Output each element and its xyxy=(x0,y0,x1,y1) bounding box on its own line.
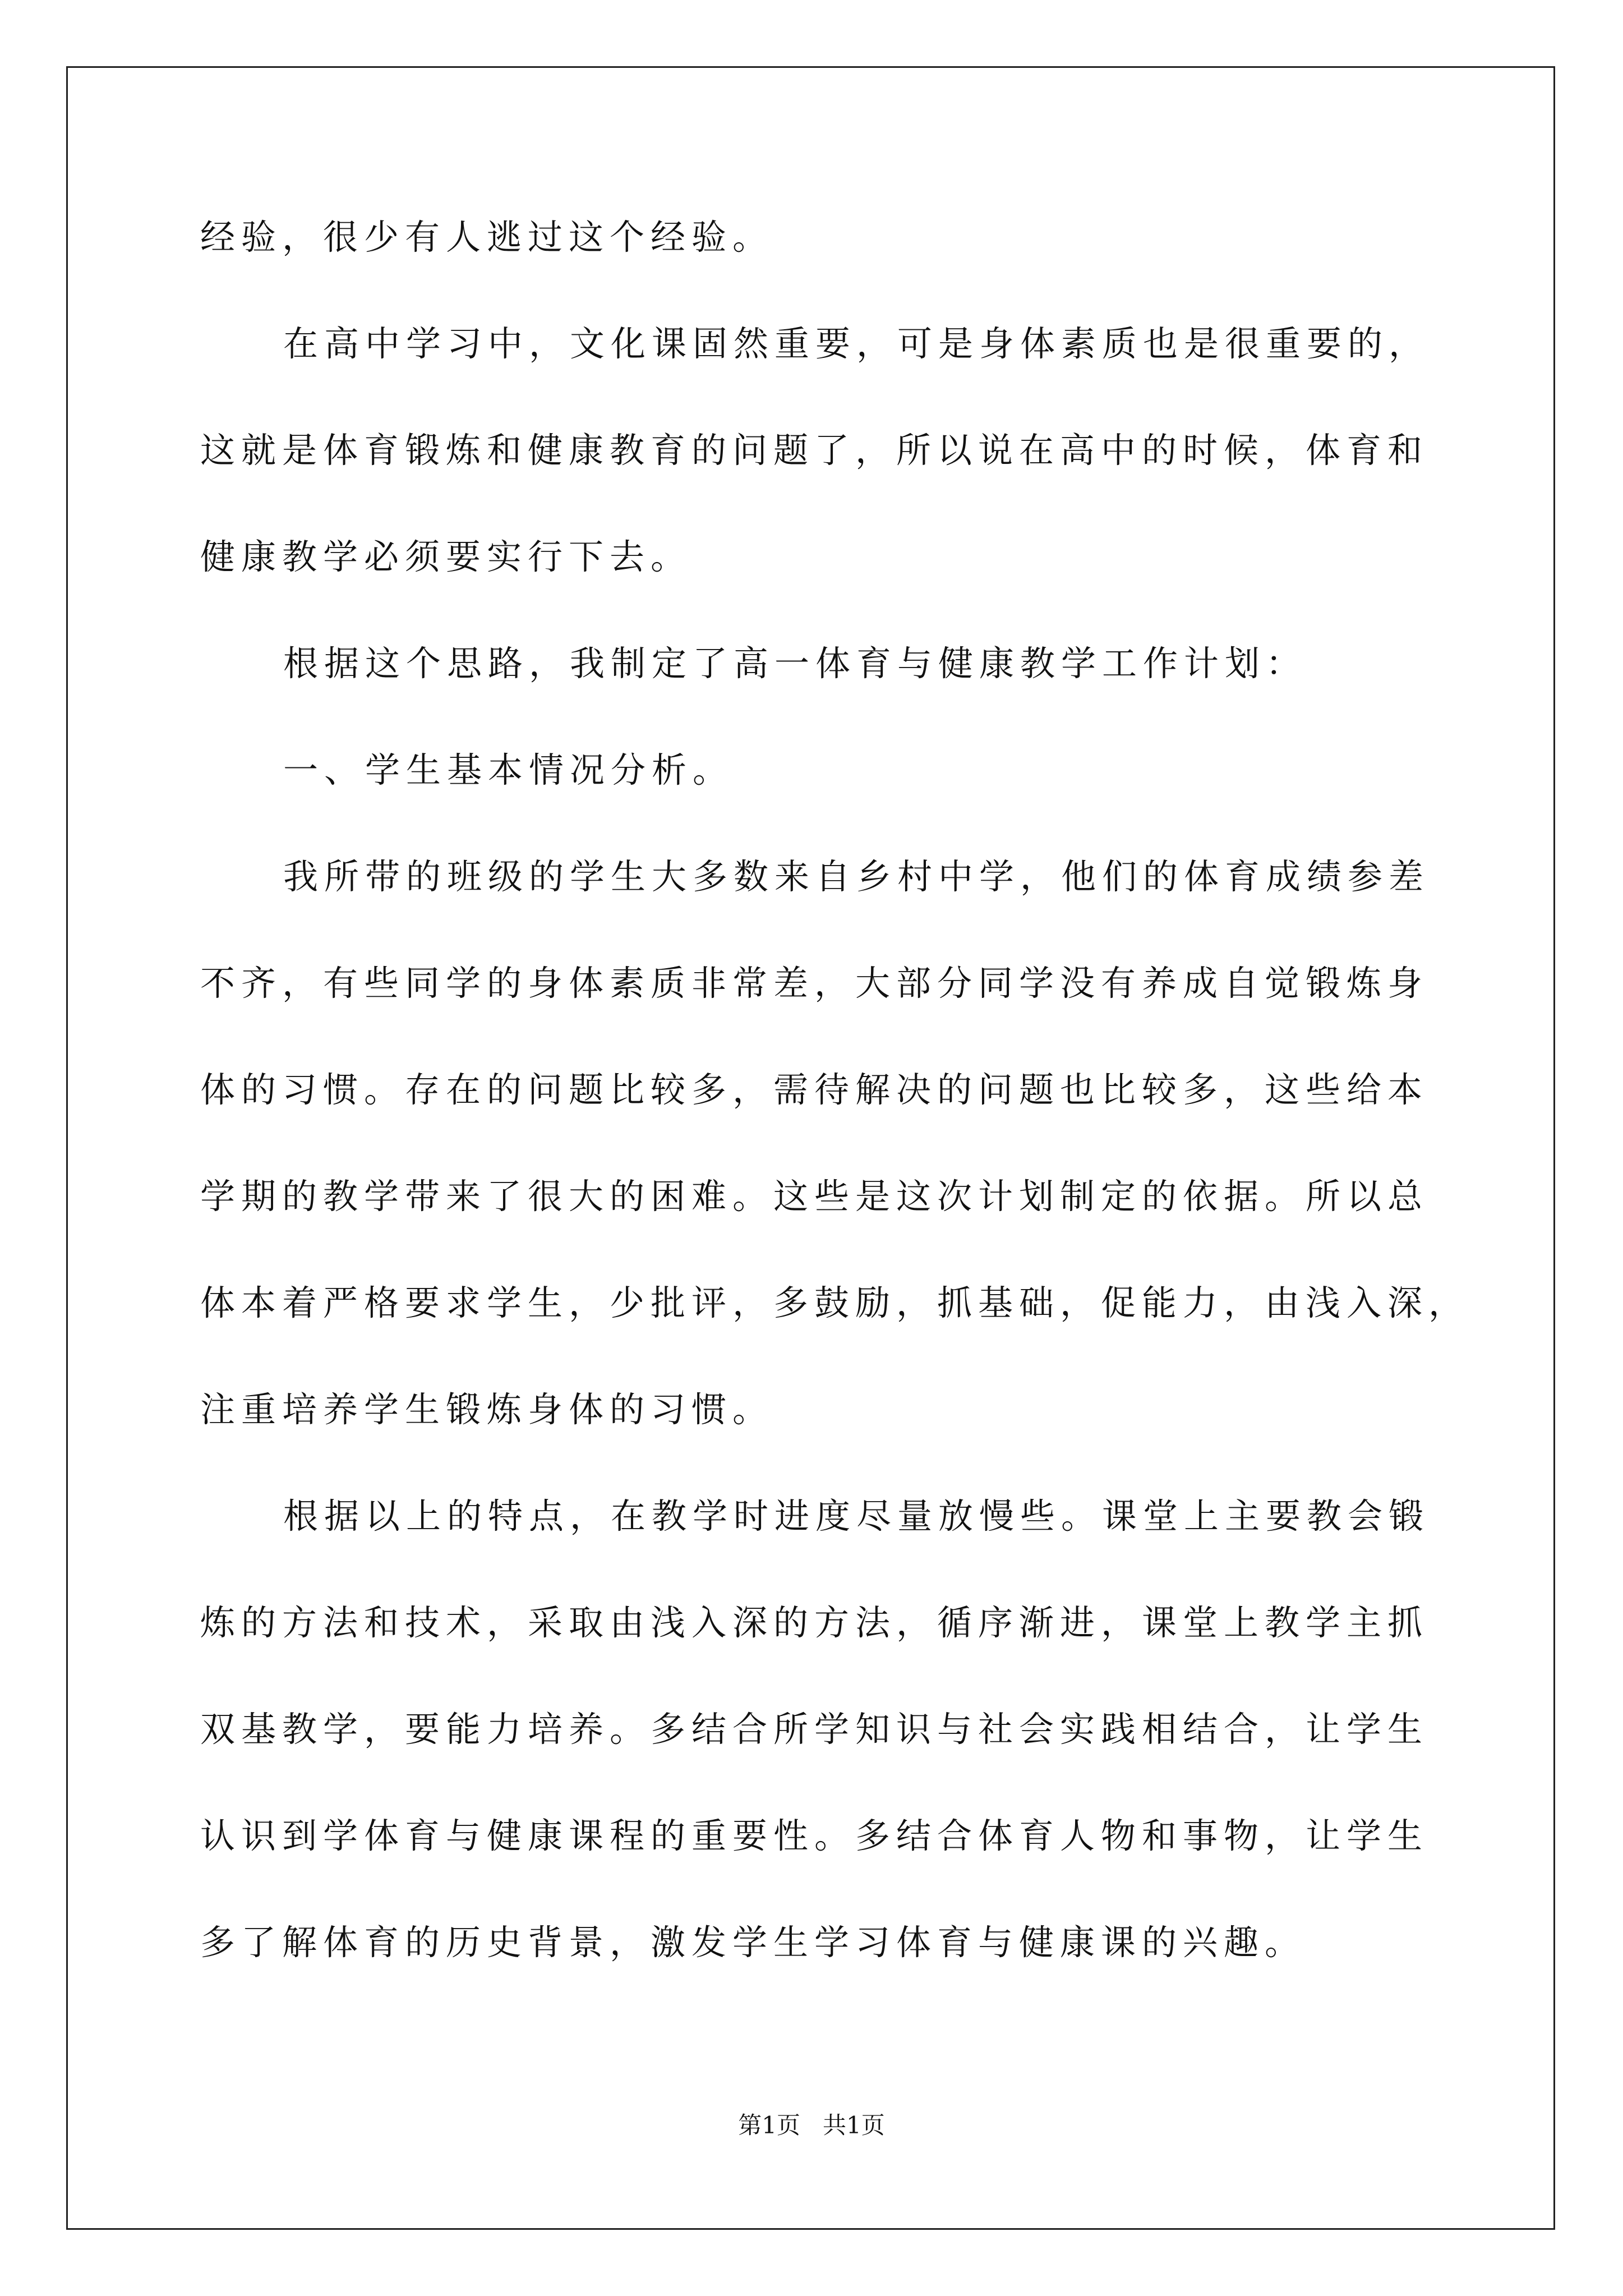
text-line xyxy=(200,1177,1451,1283)
text-line xyxy=(200,1070,1451,1177)
text-line xyxy=(200,324,1451,431)
line-text: 学期的教学带来了很大的困难。这些是这次计划制定的依据。所以总 xyxy=(200,1176,1429,1217)
section-heading xyxy=(200,751,1451,857)
line-text: 双基教学，要能力培养。多结合所学知识与社会实践相结合，让学生 xyxy=(200,1709,1429,1750)
line-text: 在高中学习中，文化课固然重要，可是身体素质也是很重要的， xyxy=(283,323,1430,364)
document-body xyxy=(200,217,1470,2030)
line-text: 根据这个思路，我制定了高一体育与健康教学工作计划： xyxy=(283,643,1307,684)
text-line xyxy=(200,1497,1451,1603)
line-text: 不齐，有些同学的身体素质非常差，大部分同学没有养成自觉锻炼身 xyxy=(200,963,1429,1004)
text-line xyxy=(200,857,1451,964)
line-text: 这就是体育锻炼和健康教育的问题了，所以说在高中的时候，体育和 xyxy=(200,430,1429,471)
line-text: 一、学生基本情况分析。 xyxy=(283,749,734,790)
page-number: 第1页 共1页 xyxy=(738,2111,885,2139)
line-text: 我所带的班级的学生大多数来自乡村中学，他们的体育成绩参差 xyxy=(283,856,1430,897)
line-text: 经验，很少有人逃过这个经验。 xyxy=(200,217,774,257)
text-line xyxy=(200,1390,1451,1497)
text-line xyxy=(200,644,1451,751)
text-line xyxy=(200,1282,1470,1390)
line-text: 注重培养学生锻炼身体的习惯。 xyxy=(200,1389,774,1430)
text-line xyxy=(200,964,1451,1070)
text-line xyxy=(200,1816,1451,1923)
text-line xyxy=(200,431,1451,537)
text-line xyxy=(200,1710,1451,1816)
line-text: 体本着严格要求学生，少批评，多鼓励，抓基础，促能力，由浅入深， xyxy=(200,1282,1470,1323)
text-line xyxy=(200,537,1451,644)
line-text: 健康教学必须要实行下去。 xyxy=(200,536,692,577)
line-text: 根据以上的特点，在教学时进度尽量放慢些。课堂上主要教会锻 xyxy=(283,1496,1430,1536)
text-line xyxy=(200,218,1451,324)
text-line xyxy=(200,1603,1451,1710)
line-text: 炼的方法和技术，采取由浅入深的方法，循序渐进，课堂上教学主抓 xyxy=(200,1602,1429,1643)
page-footer xyxy=(0,2111,1623,2139)
line-text: 多了解体育的历史背景，激发学生学习体育与健康课的兴趣。 xyxy=(200,1922,1306,1963)
text-line xyxy=(200,1923,1451,2030)
line-text: 体的习惯。存在的问题比较多，需待解决的问题也比较多，这些给本 xyxy=(200,1069,1429,1110)
line-text: 认识到学体育与健康课程的重要性。多结合体育人物和事物，让学生 xyxy=(200,1815,1429,1856)
